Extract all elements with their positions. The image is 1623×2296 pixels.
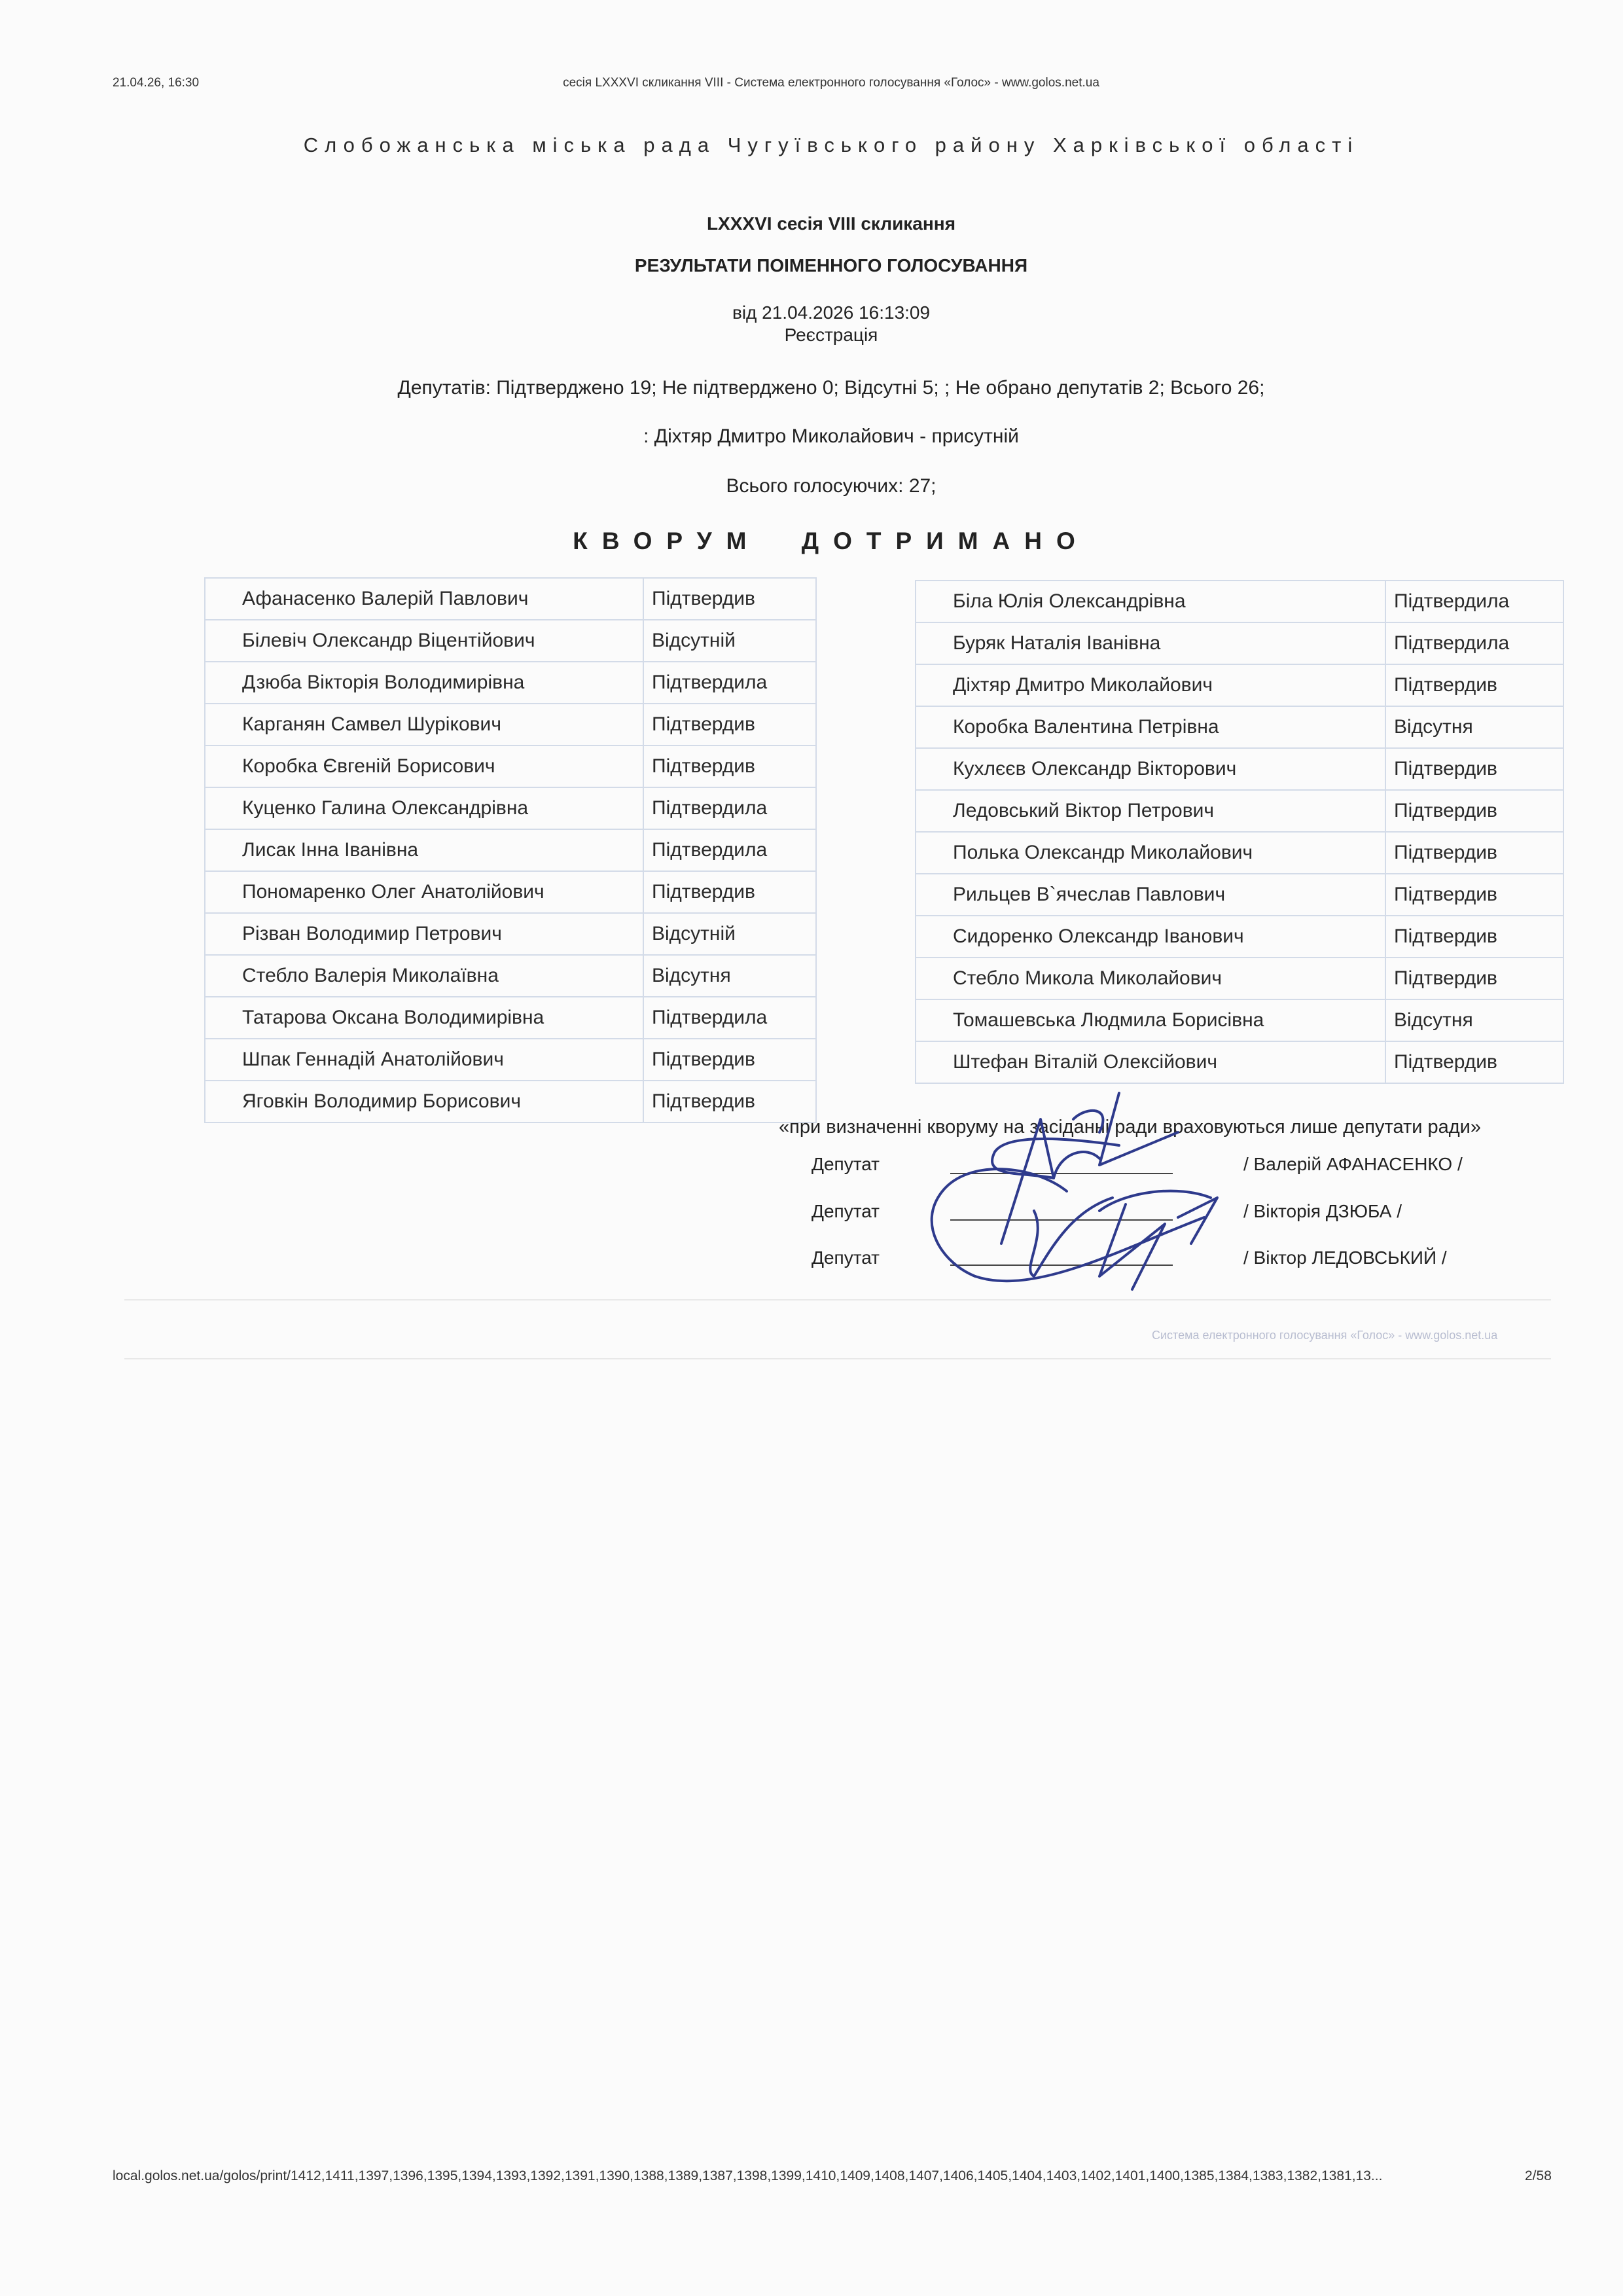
deputy-status: Підтвердив [643,871,816,913]
table-row [205,871,816,913]
table-row [916,916,1563,958]
signatory-name: / Віктор ЛЕДОВСЬКИЙ / [1243,1247,1447,1268]
print-datetime: 21.04.26, 16:30 [113,76,200,90]
deputy-status: Підтвердила [643,787,816,829]
deputy-name: Стебло Валерія Миколаївна [205,955,643,997]
table-row [916,874,1563,916]
deputy-status: Підтвердив [1385,1041,1563,1083]
signature-role: Депутат [812,1201,880,1221]
system-watermark: Система електронного голосування «Голос» - www.golos.net.ua [1152,1329,1498,1342]
vote-type: Реєстрація [784,325,878,345]
table-row [916,958,1563,999]
table-row [916,832,1563,874]
deputy-name: Рильцев В`ячеслав Павлович [916,874,1385,916]
deputy-name: Коробка Євгеній Борисович [205,745,643,787]
deputy-status: Підтвердила [643,829,816,871]
table-row [916,999,1563,1041]
table-row [916,706,1563,748]
deputy-status: Підтвердив [643,745,816,787]
council-name: Слобожанська міська рада Чугуївського району Харківської області [303,134,1359,156]
signature-role: Депутат [812,1154,880,1174]
present-note: : Діхтяр Дмитро Миколайович - присутній [643,425,1019,447]
print-header-title: сесія LXXXVI скликання VIII - Система електронного голосування «Голос» - www.golos.net.ua [563,76,1099,90]
deputy-name: Афанасенко Валерій Павлович [205,578,643,620]
deputy-status: Підтвердив [1385,790,1563,832]
table-row [205,620,816,662]
deputy-status: Підтвердила [1385,622,1563,664]
table-row [916,664,1563,706]
deputy-status: Підтвердив [1385,958,1563,999]
deputy-name: Штефан Віталій Олексійович [916,1041,1385,1083]
deputy-status: Підтвердила [643,662,816,704]
deputies-summary: Депутатів: Підтверджено 19; Не підтверджено 0; Відсутні 5; ; Не обрано депутатів 2; Всього 26; [397,377,1265,399]
votes-table-right [915,580,1564,1084]
deputy-name: Коробка Валентина Петрівна [916,706,1385,748]
deputy-status: Відсутня [1385,706,1563,748]
footer-url: local.golos.net.ua/golos/print/1412,1411,1397,1396,1395,1394,1393,1392,1391,1390,1388,1389,1387,1398,1399,1410,1409,1408,1407,1406,1405,1404,1403,1402,1401,1400,1385,1384,1383,1382,1381,13... [113,2168,1383,2183]
deputy-status: Відсутня [1385,999,1563,1041]
deputy-name: Білевіч Олександр Віцентійович [205,620,643,662]
deputy-status: Підтвердила [1385,581,1563,622]
deputy-name: Шпак Геннадій Анатолійович [205,1039,643,1081]
deputy-name: Кухлєєв Олександр Вікторович [916,748,1385,790]
deputy-status: Підтвердив [1385,916,1563,958]
deputy-status: Підтвердив [643,704,816,745]
table-row [205,1081,816,1122]
deputy-status: Відсутній [643,620,816,662]
table-row [205,787,816,829]
deputy-name: Буряк Наталія Іванівна [916,622,1385,664]
table-row [205,662,816,704]
quorum-status: КВОРУМ ДОТРИМАНО [573,528,1090,554]
deputy-name: Полька Олександр Миколайович [916,832,1385,874]
table-row [916,622,1563,664]
table-row [205,997,816,1039]
table-row [205,745,816,787]
deputy-status: Відсутній [643,913,816,955]
quorum-note: «при визначенні кворуму на засіданні ради враховуються лише депутати ради» [779,1117,1481,1138]
deputy-name: Томашевська Людмила Борисівна [916,999,1385,1041]
page-number: 2/58 [1525,2168,1552,2183]
deputy-name: Різван Володимир Петрович [205,913,643,955]
deputy-name: Дзюба Вікторія Володимирівна [205,662,643,704]
deputy-name: Лисак Інна Іванівна [205,829,643,871]
table-row [916,748,1563,790]
table-row [205,1039,816,1081]
vote-date: від 21.04.2026 16:13:09 [732,302,931,323]
signatory-name: / Валерій АФАНАСЕНКО / [1243,1154,1463,1174]
deputy-status: Підтвердив [1385,832,1563,874]
deputy-status: Підтвердив [643,1081,816,1122]
deputy-status: Підтвердив [643,578,816,620]
table-row [916,1041,1563,1083]
divider [124,1358,1551,1359]
deputy-name: Пономаренко Олег Анатолійович [205,871,643,913]
handwritten-signature [903,1080,1243,1302]
document-title: РЕЗУЛЬТАТИ ПОІМЕННОГО ГОЛОСУВАННЯ [634,255,1028,276]
deputy-name: Яговкін Володимир Борисович [205,1081,643,1122]
deputy-name: Ледовський Віктор Петрович [916,790,1385,832]
deputy-status: Підтвердив [643,1039,816,1081]
votes-table-left [204,577,817,1123]
signature-role: Депутат [812,1247,880,1268]
session-title: LXXXVI сесія VIII скликання [706,213,956,234]
table-row [205,578,816,620]
table-row [205,829,816,871]
deputy-name: Куценко Галина Олександрівна [205,787,643,829]
table-row [205,704,816,745]
table-row [916,790,1563,832]
deputy-name: Стебло Микола Миколайович [916,958,1385,999]
table-row [205,913,816,955]
deputy-name: Карганян Самвел Шурікович [205,704,643,745]
table-row [205,955,816,997]
deputy-status: Підтвердив [1385,748,1563,790]
total-voting: Всього голосуючих: 27; [726,475,936,497]
deputy-status: Підтвердив [1385,664,1563,706]
deputy-name: Біла Юлія Олександрівна [916,581,1385,622]
deputy-name: Татарова Оксана Володимирівна [205,997,643,1039]
deputy-name: Сидоренко Олександр Іванович [916,916,1385,958]
divider [124,1299,1551,1300]
signatory-name: / Вікторія ДЗЮБА / [1243,1201,1402,1221]
deputy-status: Підтвердив [1385,874,1563,916]
table-row [916,581,1563,622]
deputy-status: Підтвердила [643,997,816,1039]
deputy-name: Діхтяр Дмитро Миколайович [916,664,1385,706]
deputy-status: Відсутня [643,955,816,997]
